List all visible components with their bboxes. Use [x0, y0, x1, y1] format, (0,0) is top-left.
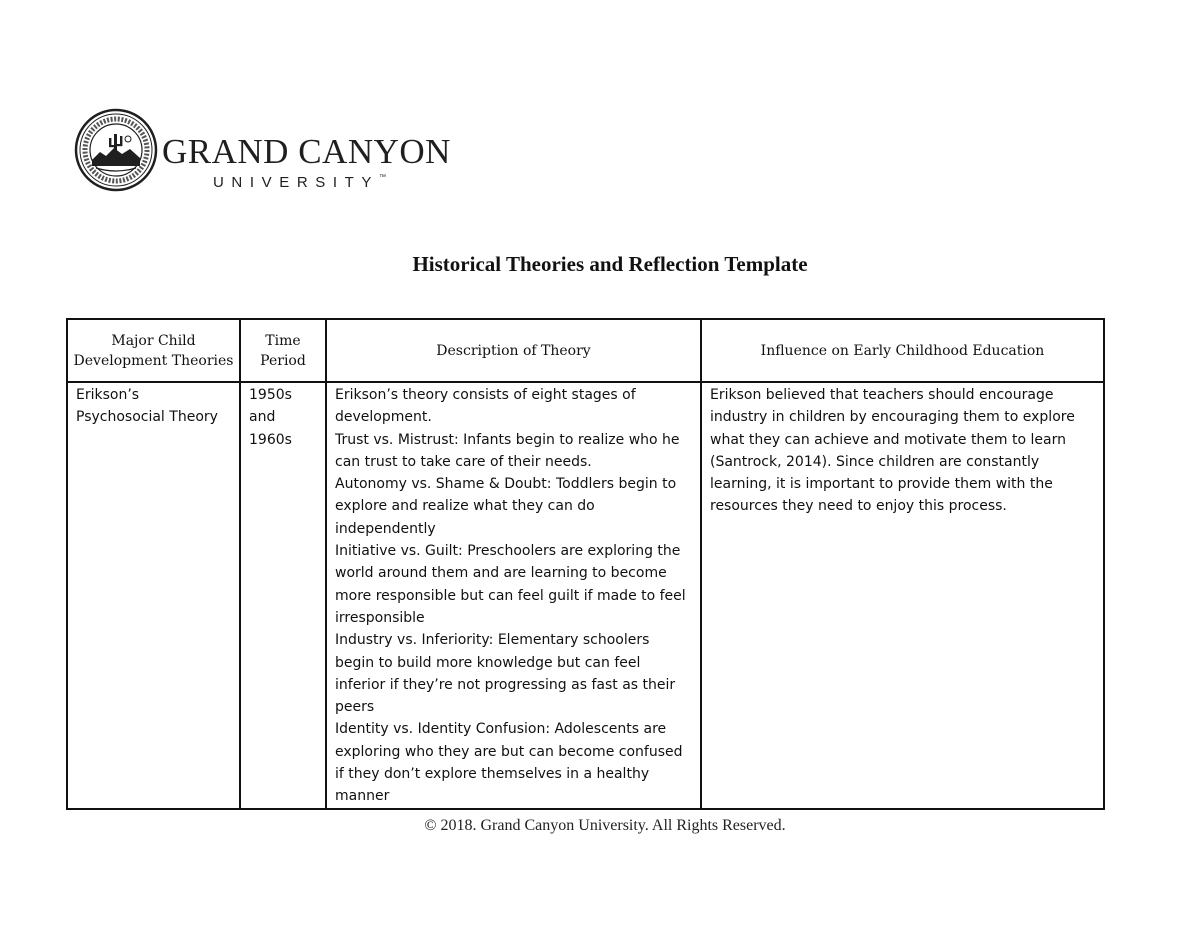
header-description: Description of Theory — [326, 319, 701, 382]
description-line: Autonomy vs. Shame & Doubt: Toddlers begin to explore and realize what they can do independently — [335, 476, 677, 537]
logo-wordmark: GRAND CANYON — [162, 132, 451, 171]
table-header-row — [67, 319, 1104, 382]
university-logo — [74, 108, 454, 194]
description-line: Erikson’s theory consists of eight stages of development. — [335, 387, 636, 426]
description-line: Industry vs. Inferiority: Elementary schoolers begin to build more knowledge but can feel inferior if they’re not progressing as fast as their peers — [335, 632, 676, 716]
cell-description — [326, 382, 701, 809]
description-line: Trust vs. Mistrust: Infants begin to realize who he can trust to take care of their needs. — [335, 431, 680, 470]
header-major-theories: Major Child Development Theories — [67, 319, 240, 382]
cell-influence: Erikson believed that teachers should encourage industry in children by encouraging them to explore what they can achieve and motivate them to learn (Santrock, 2014). Since children are constantly learning, it is important to provide them with the resources they need to enjoy this process. — [701, 382, 1104, 809]
copyright-footer: © 2018. Grand Canyon University. All Rights Reserved. — [424, 817, 786, 834]
theories-table — [66, 318, 1105, 810]
header-time-period: Time Period — [240, 319, 326, 382]
header-influence: Influence on Early Childhood Education — [701, 319, 1104, 382]
cell-time-period: 1950s and 1960s — [240, 382, 326, 809]
table-row — [67, 382, 1104, 809]
document-title: Historical Theories and Reflection Template — [412, 252, 808, 276]
university-seal-icon — [74, 108, 158, 192]
logo-subtitle: UNIVERSITY™ — [213, 174, 387, 191]
description-line: Identity vs. Identity Confusion: Adolescents are exploring who they are but can become confused if they don’t explore themselves in a healthy manner — [335, 721, 683, 805]
description-line: Initiative vs. Guilt: Preschoolers are exploring the world around them and are learning to become more responsible but can feel guilt if made to feel irresponsible — [335, 543, 686, 626]
cell-theory-name: Erikson’s Psychosocial Theory — [67, 382, 240, 809]
